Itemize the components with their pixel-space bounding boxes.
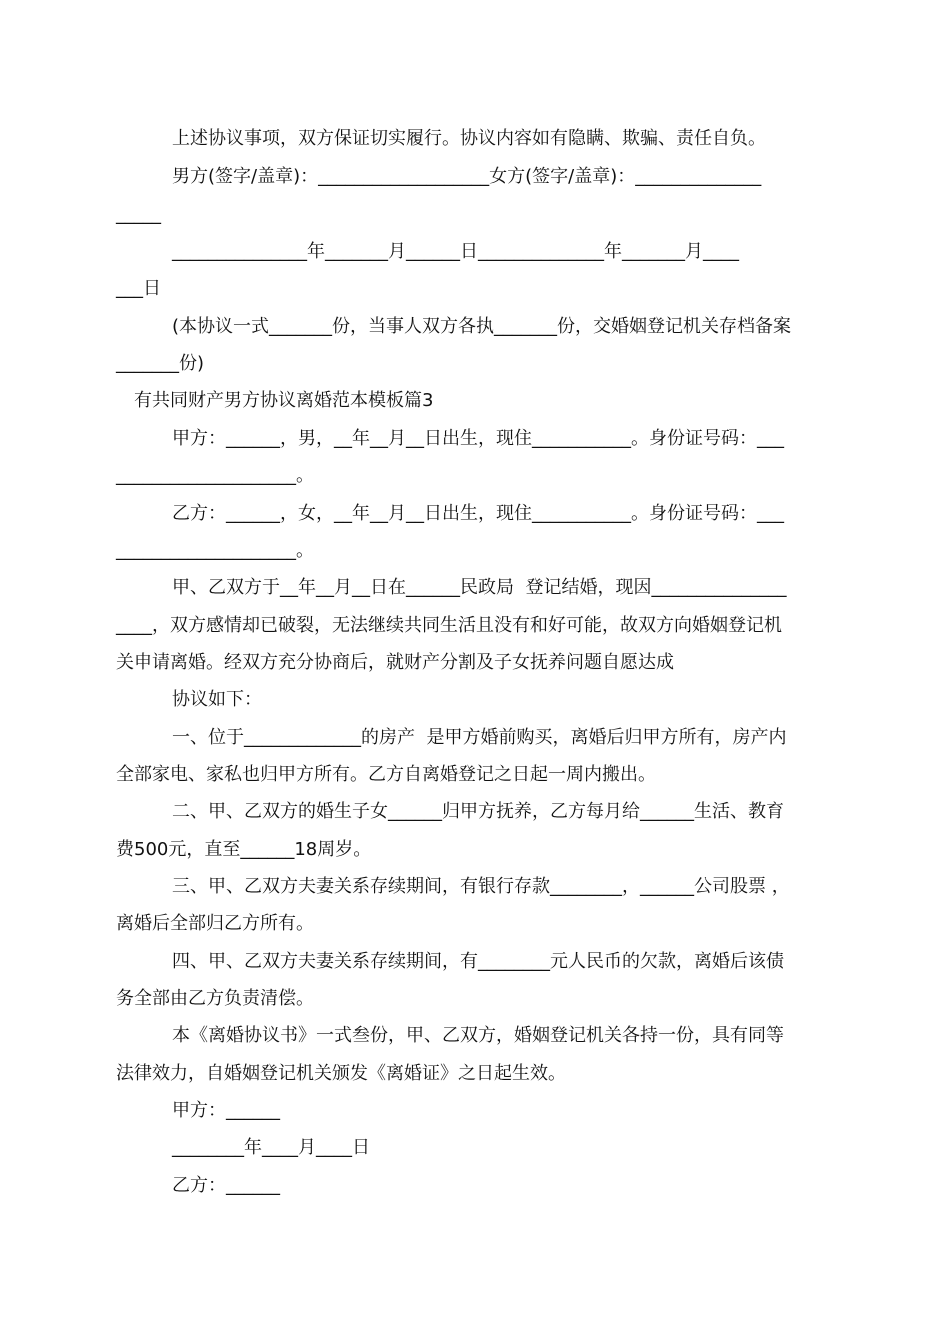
text-line: 四、甲、乙双方夫妻关系存续期间，有________元人民币的欠款，离婚后该债 — [172, 951, 784, 972]
text-line: 乙方：______，女，__年__月__日出生，现住___________。身份证号码：___ — [172, 503, 784, 524]
text-line: 费500元，直至______18周岁。 — [116, 839, 372, 860]
text-line: 离婚后全部归乙方所有。 — [116, 913, 314, 934]
text-line: 三、甲、乙双方夫妻关系存续期间，有银行存款________，______公司股票 ， — [172, 876, 790, 897]
text-line: ____，双方感情却已破裂，无法继续共同生活且没有和好可能，故双方向婚姻登记机 — [116, 615, 782, 636]
text-line: 甲方：______，男，__年__月__日出生，现住___________。身份证号码：___ — [172, 428, 784, 449]
text-line: 甲、乙双方于__年__月__日在______民政局 登记结婚，现因_______________ — [172, 577, 787, 598]
text-line: _______________年_______月______日______________年_______月____ — [172, 241, 739, 262]
text-line: (本协议一式_______份，当事人双方各执_______份，交婚姻登记机关存档备案 — [172, 316, 792, 337]
text-line: 务全部由乙方负责清偿。 — [116, 988, 314, 1009]
signature-party-a: 甲方：______ — [172, 1100, 280, 1121]
text-line: 一、位于_____________的房产 是甲方婚前购买，离婚后归甲方所有，房产内 — [172, 727, 787, 748]
text-line: 上述协议事项，双方保证切实履行。协议内容如有隐瞒、欺骗、责任自负。 — [172, 128, 766, 149]
text-line: _____ — [116, 204, 161, 225]
text-line: 法律效力，自婚姻登记机关颁发《离婚证》之日起生效。 — [116, 1063, 566, 1084]
text-line: 协议如下： — [172, 689, 262, 710]
text-line: ____________________。 — [116, 540, 314, 561]
text-line: _______份) — [116, 353, 205, 374]
section-heading: 有共同财产男方协议离婚范本模板篇3 — [134, 390, 434, 411]
text-line: 全部家电、家私也归甲方所有。乙方自离婚登记之日起一周内搬出。 — [116, 764, 656, 785]
signature-date: ________年____月____日 — [172, 1137, 370, 1158]
text-line: ____________________。 — [116, 465, 314, 486]
text-line: 关申请离婚。经双方充分协商后，就财产分割及子女抚养问题自愿达成 — [116, 652, 674, 673]
text-line: ___日 — [116, 278, 161, 299]
text-line: 本《离婚协议书》一式叁份，甲、乙双方，婚姻登记机关各持一份，具有同等 — [172, 1025, 784, 1046]
text-line: 二、甲、乙双方的婚生子女______归甲方抚养，乙方每月给______生活、教育 — [172, 801, 784, 822]
text-line: 男方(签字/盖章)：___________________女方(签字/盖章)：______________ — [172, 166, 762, 187]
signature-party-b: 乙方：______ — [172, 1175, 280, 1196]
